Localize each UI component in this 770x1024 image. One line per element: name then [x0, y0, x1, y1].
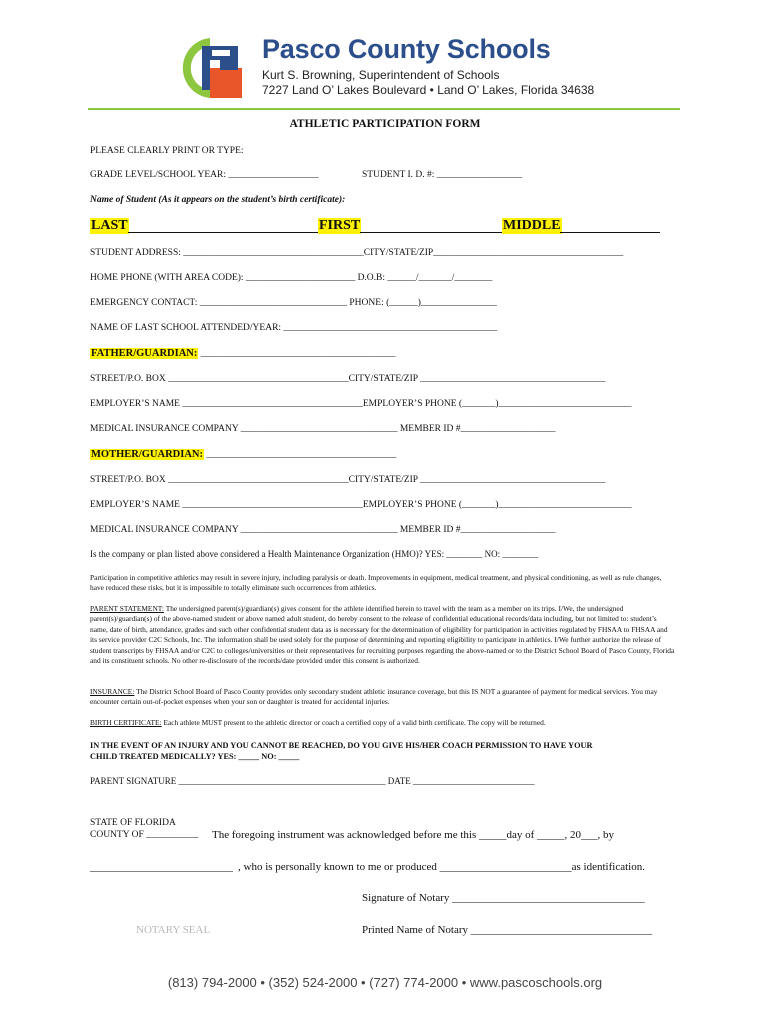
father-street-field[interactable]: STREET/P.O. BOX ______________________________________CITY/STATE/ZIP _______________________________________	[90, 374, 606, 384]
school-district-title: Pasco County Schools	[262, 34, 551, 64]
footer-contact: (813) 794-2000 • (352) 524-2000 • (727) 774-2000 • www.pascoschools.org	[167, 975, 603, 990]
birth-certificate-notice	[90, 718, 675, 728]
parent-statement-text: The undersigned parent(s)/guardian(s) gives consent for the athlete identified herein to travel with the team as a member on its trips. I/We, the undersigned parent(s)/guardian(s) of the above-named student or above named adult student, do hereby consent to the release of confidential educational records/data including, but not limited to: student’s name, date of birth, attendance, grades and such other confidential student data as is necessary for the determination of eligibility for participation in activities regulated by FHSAA to FHSAA and its service provider C2C Schools, Inc. The information shall be used solely for the purpose of determining and reporting eligibility to participate in athletics. I/We further authorize the release of student transcripts by FHSAA and/or C2C to colleges/universities or their representatives for recruiting purposes regarding the above-named or to the District School Board of Pasco County, Florida and its constituent schools. No other re-disclosure of the records/date provided under this consent is authorized.	[90, 604, 675, 666]
home-phone-field[interactable]: HOME PHONE (WITH AREA CODE): _______________________ D.O.B: ______/_______/________	[90, 273, 493, 283]
hmo-question[interactable]: Is the company or plan listed above considered a Health Maintenance Organization (HMO)? YES: ________ NO: ________	[90, 549, 539, 559]
parent-signature-field[interactable]: PARENT SIGNATURE ______________________________________________ DATE ___________________________	[90, 776, 535, 786]
name-first-line[interactable]	[360, 232, 502, 233]
student-id-field[interactable]: STUDENT I. D. #: __________________	[362, 170, 523, 180]
insurance-text: The District School Board of Pasco County provides only secondary student athletic insurance coverage, but this IS NOT a guarantee of payment for medical services. You may encounter certain out-of-pocket expenses when your son or daughter is treated for accidental injuries.	[90, 687, 658, 707]
mother-guardian-line[interactable]: ________________________________________	[206, 450, 397, 460]
injury-question-line-2[interactable]: CHILD TREATED MEDICALLY? YES: _____ NO: _____	[90, 752, 300, 761]
logo-red-block	[210, 68, 242, 98]
superintendent-line: Kurt S. Browning, Superintendent of Schools	[262, 68, 500, 82]
notary-signature-field[interactable]: Signature of Notary ___________________________________	[362, 892, 645, 904]
father-guardian-label: FATHER/GUARDIAN:	[91, 348, 198, 359]
father-employer-field[interactable]: EMPLOYER’S NAME ______________________________________EMPLOYER’S PHONE (_______)____________________________	[90, 399, 632, 409]
notary-seal-label: NOTARY SEAL	[136, 924, 211, 936]
name-last-label: LAST	[91, 218, 128, 233]
emergency-contact-field[interactable]: EMERGENCY CONTACT: _______________________________ PHONE: (______)________________	[90, 298, 497, 308]
student-name-row	[90, 218, 660, 236]
notary-county-field[interactable]: COUNTY OF ___________	[90, 830, 199, 840]
mother-guardian-row	[90, 449, 396, 460]
name-middle-label: MIDDLE	[503, 218, 561, 233]
father-guardian-line[interactable]: _________________________________________	[200, 349, 396, 359]
father-insurance-field[interactable]: MEDICAL INSURANCE COMPANY _________________________________ MEMBER ID #____________________	[90, 424, 556, 434]
form-title: ATHLETIC PARTICIPATION FORM	[289, 118, 481, 130]
name-instruction: Name of Student (As it appears on the student’s birth certificate):	[90, 195, 346, 205]
notary-foregoing-text[interactable]: The foregoing instrument was acknowledged before me this _____day of _____, 20___, by	[212, 829, 615, 841]
last-school-field[interactable]: NAME OF LAST SCHOOL ATTENDED/YEAR: _____________________________________________	[90, 323, 498, 333]
notary-known-text[interactable]: , who is personally known to me or produced ________________________as identification.	[238, 861, 645, 873]
parent-statement-label: PARENT STATEMENT:	[90, 604, 164, 613]
mother-insurance-field[interactable]: MEDICAL INSURANCE COMPANY _________________________________ MEMBER ID #____________________	[90, 525, 556, 535]
grade-level-field[interactable]: GRADE LEVEL/SCHOOL YEAR: ___________________	[90, 170, 319, 180]
name-middle-line[interactable]	[560, 232, 660, 233]
father-guardian-row	[90, 348, 395, 359]
pasco-logo	[176, 34, 248, 102]
notary-state: STATE OF FLORIDA	[90, 818, 176, 828]
birth-certificate-label: BIRTH CERTIFICATE:	[90, 718, 162, 727]
student-address-field[interactable]: STUDENT ADDRESS: ______________________________________CITY/STATE/ZIP________________________________________	[90, 248, 624, 258]
birth-certificate-text: Each athlete MUST present to the athletic director or coach a certified copy of a valid birth certificate. The copy will be returned.	[161, 718, 546, 727]
district-address: 7227 Land O’ Lakes Boulevard • Land O’ Lakes, Florida 34638	[262, 83, 595, 97]
mother-employer-field[interactable]: EMPLOYER’S NAME ______________________________________EMPLOYER’S PHONE (_______)____________________________	[90, 500, 632, 510]
header-divider	[88, 108, 680, 110]
print-instruction: PLEASE CLEARLY PRINT OR TYPE:	[90, 146, 244, 156]
parent-statement	[90, 604, 675, 666]
mother-street-field[interactable]: STREET/P.O. BOX ______________________________________CITY/STATE/ZIP _______________________________________	[90, 475, 606, 485]
insurance-notice	[90, 687, 675, 708]
participation-notice: Participation in competitive athletics may result in severe injury, including paralysis or death. Improvements in equipment, medical treatment, and physical conditioning, as well as rule changes, have reduced these risks, but it is impossible to totally eliminate such occurrences from athletics.	[90, 573, 662, 593]
notary-known-blank[interactable]: __________________________	[90, 861, 233, 873]
name-first-label: FIRST	[319, 218, 361, 233]
insurance-label: INSURANCE:	[90, 687, 135, 696]
notary-printed-name-field[interactable]: Printed Name of Notary _________________________________	[362, 924, 653, 936]
injury-question-line-1: IN THE EVENT OF AN INJURY AND YOU CANNOT BE REACHED, DO YOU GIVE HIS/HER COACH PERMISSION TO HAVE YOUR	[90, 741, 593, 750]
name-last-line[interactable]	[128, 232, 318, 233]
mother-guardian-label: MOTHER/GUARDIAN:	[91, 449, 203, 460]
